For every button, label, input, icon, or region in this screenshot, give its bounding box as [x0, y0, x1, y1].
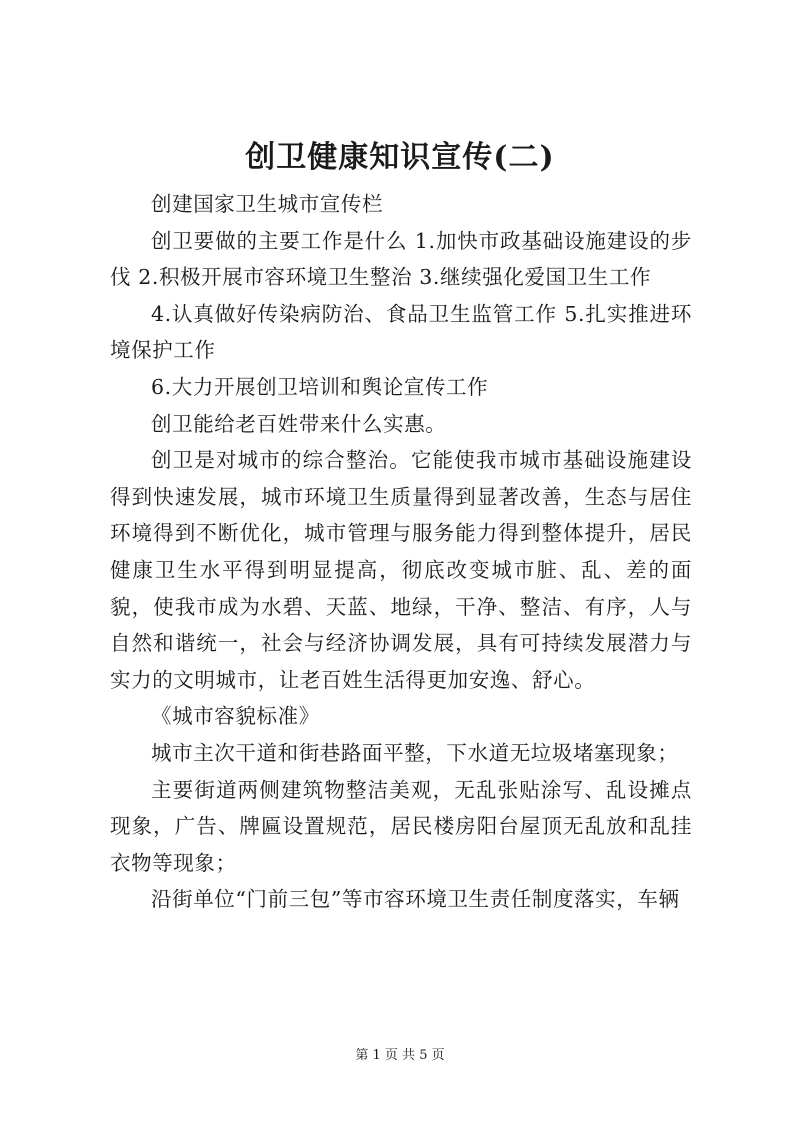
paragraph: 创建国家卫生城市宣传栏	[151, 192, 384, 216]
paragraph: 沿街单位“门前三包”等市容环境卫生责任制度落实，车辆	[151, 887, 680, 912]
paragraph: 创卫要做的主要工作是什么 1.加快市政基础设施建设的步伐 2.积极开展市容环境卫生整治 3.继续强化爱国卫生工作	[110, 228, 692, 290]
paragraph: 创卫能给老百姓带来什么实惠。	[151, 411, 447, 436]
paragraph: 主要街道两侧建筑物整洁美观，无乱张贴涂写、乱设摊点现象，广告、牌匾设置规范，居民楼房阳台屋顶无乱放和乱挂衣物等现象；	[110, 777, 692, 875]
paragraph: 《城市容貌标准》	[151, 704, 320, 729]
document-title: 创卫健康知识宣传(二)	[245, 140, 555, 175]
paragraph: 6.大力开展创卫培训和舆论宣传工作	[151, 374, 489, 399]
document-body	[110, 186, 692, 918]
paragraph: 4.认真做好传染病防治、食品卫生监管工作 5.扎实推进环境保护工作	[110, 301, 692, 363]
page-footer: 第 1 页 共 5 页	[355, 1048, 445, 1063]
paragraph: 城市主次干道和街巷路面平整，下水道无垃圾堵塞现象；	[151, 740, 679, 765]
paragraph: 创卫是对城市的综合整治。它能使我市城市基础设施建设得到快速发展，城市环境卫生质量得到显著改善，生态与居住环境得到不断优化，城市管理与服务能力得到整体提升，居民健康卫生水平得到明显提高，彻底改变城市脏、乱、差的面貌，使我市成为水碧、天蓝、地绿，干净、整洁、有序，人与自然和谐统一，社会与经济协调发展，具有可持续发展潜力与实力的文明城市，让老百姓生活得更加安逸、舒心。	[110, 448, 692, 692]
